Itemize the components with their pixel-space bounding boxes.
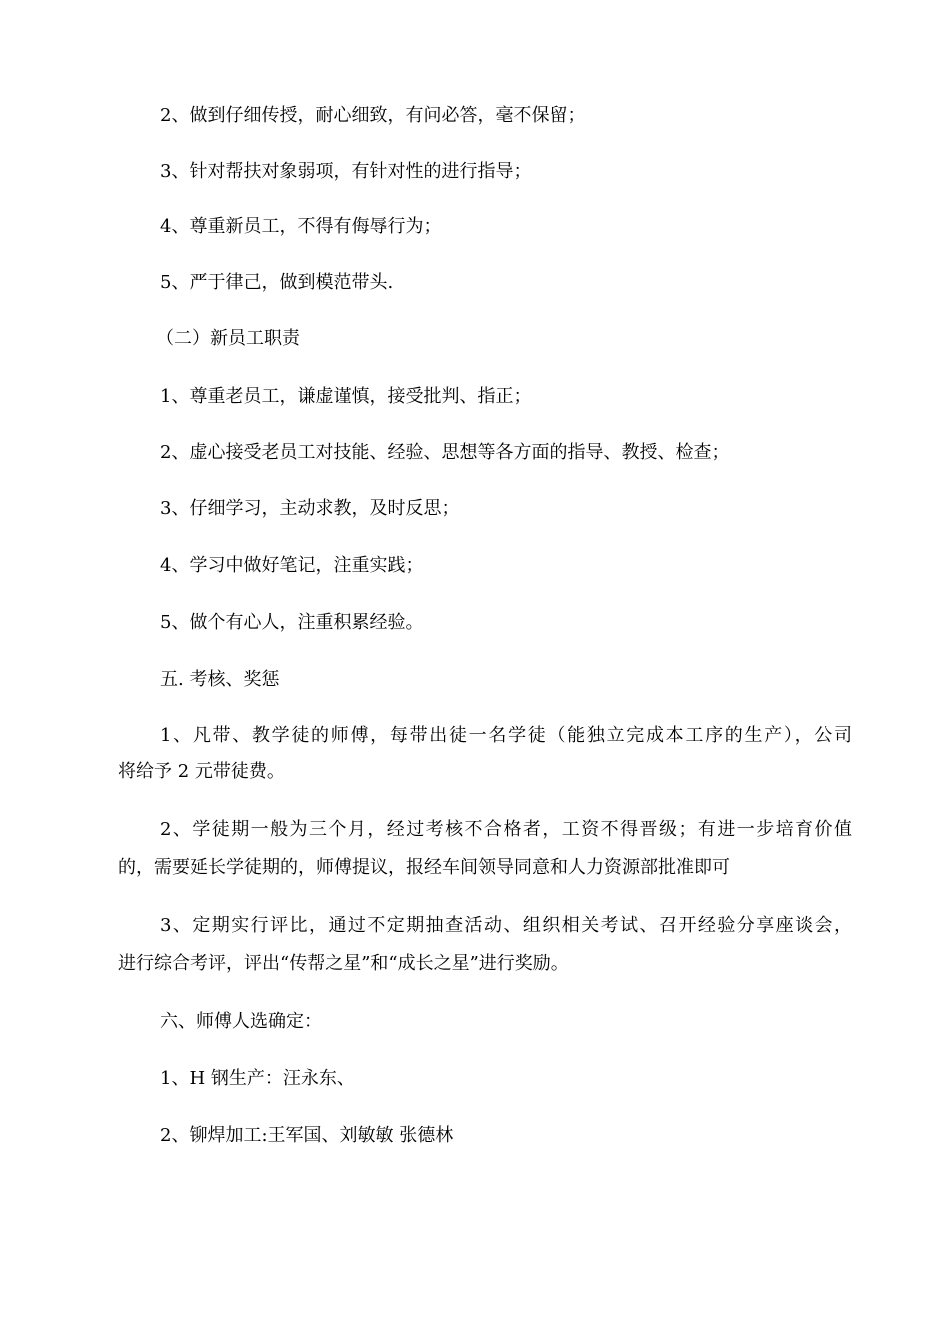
- assessment-item-line1: 3、定期实行评比，通过不定期抽查活动、组织相关考试、召开经验分享座谈会，: [160, 915, 852, 936]
- assessment-item-line2: 进行综合考评，评出“传帮之星”和“成长之星”进行奖励。: [118, 953, 569, 974]
- assessment-item-line1: 1、凡带、教学徒的师傅，每带出徒一名学徒（能独立完成本工序的生产），公司: [160, 725, 852, 746]
- new-employee-item: 5、做个有心人，注重积累经验。: [160, 612, 424, 633]
- new-employee-item: 4、学习中做好笔记，注重实践；: [160, 555, 424, 576]
- mentor-selection-item: 1、H 钢生产：汪永东、: [160, 1068, 355, 1089]
- new-employee-item: 3、仔细学习，主动求教，及时反思；: [160, 498, 460, 519]
- assessment-item-line2: 的，需要延长学徒期的，师傅提议，报经车间领导同意和人力资源部批准即可: [118, 857, 730, 878]
- mentor-selection-heading: 六、师傅人选确定：: [160, 1011, 322, 1032]
- mentor-duty-item: 5、严于律己，做到模范带头.: [160, 272, 394, 293]
- new-employee-item: 2、虚心接受老员工对技能、经验、思想等各方面的指导、教授、检查；: [160, 442, 730, 463]
- mentor-duty-item: 4、尊重新员工，不得有侮辱行为；: [160, 216, 442, 237]
- assessment-heading: 五. 考核、奖惩: [160, 669, 280, 690]
- assessment-item-line2: 将给予 2 元带徒费。: [118, 761, 285, 782]
- mentor-selection-item: 2、铆焊加工:王军国、刘敏敏 张德林: [160, 1125, 454, 1146]
- new-employee-item: 1、尊重老员工，谦虚谨慎，接受批判、指正；: [160, 386, 532, 407]
- mentor-duty-item: 3、针对帮扶对象弱项，有针对性的进行指导；: [160, 161, 532, 182]
- assessment-item-line1: 2、学徒期一般为三个月，经过考核不合格者，工资不得晋级；有进一步培育价值: [160, 819, 852, 840]
- new-employee-heading: （二）新员工职责: [156, 328, 300, 349]
- mentor-duty-item: 2、做到仔细传授，耐心细致，有问必答，毫不保留；: [160, 105, 586, 126]
